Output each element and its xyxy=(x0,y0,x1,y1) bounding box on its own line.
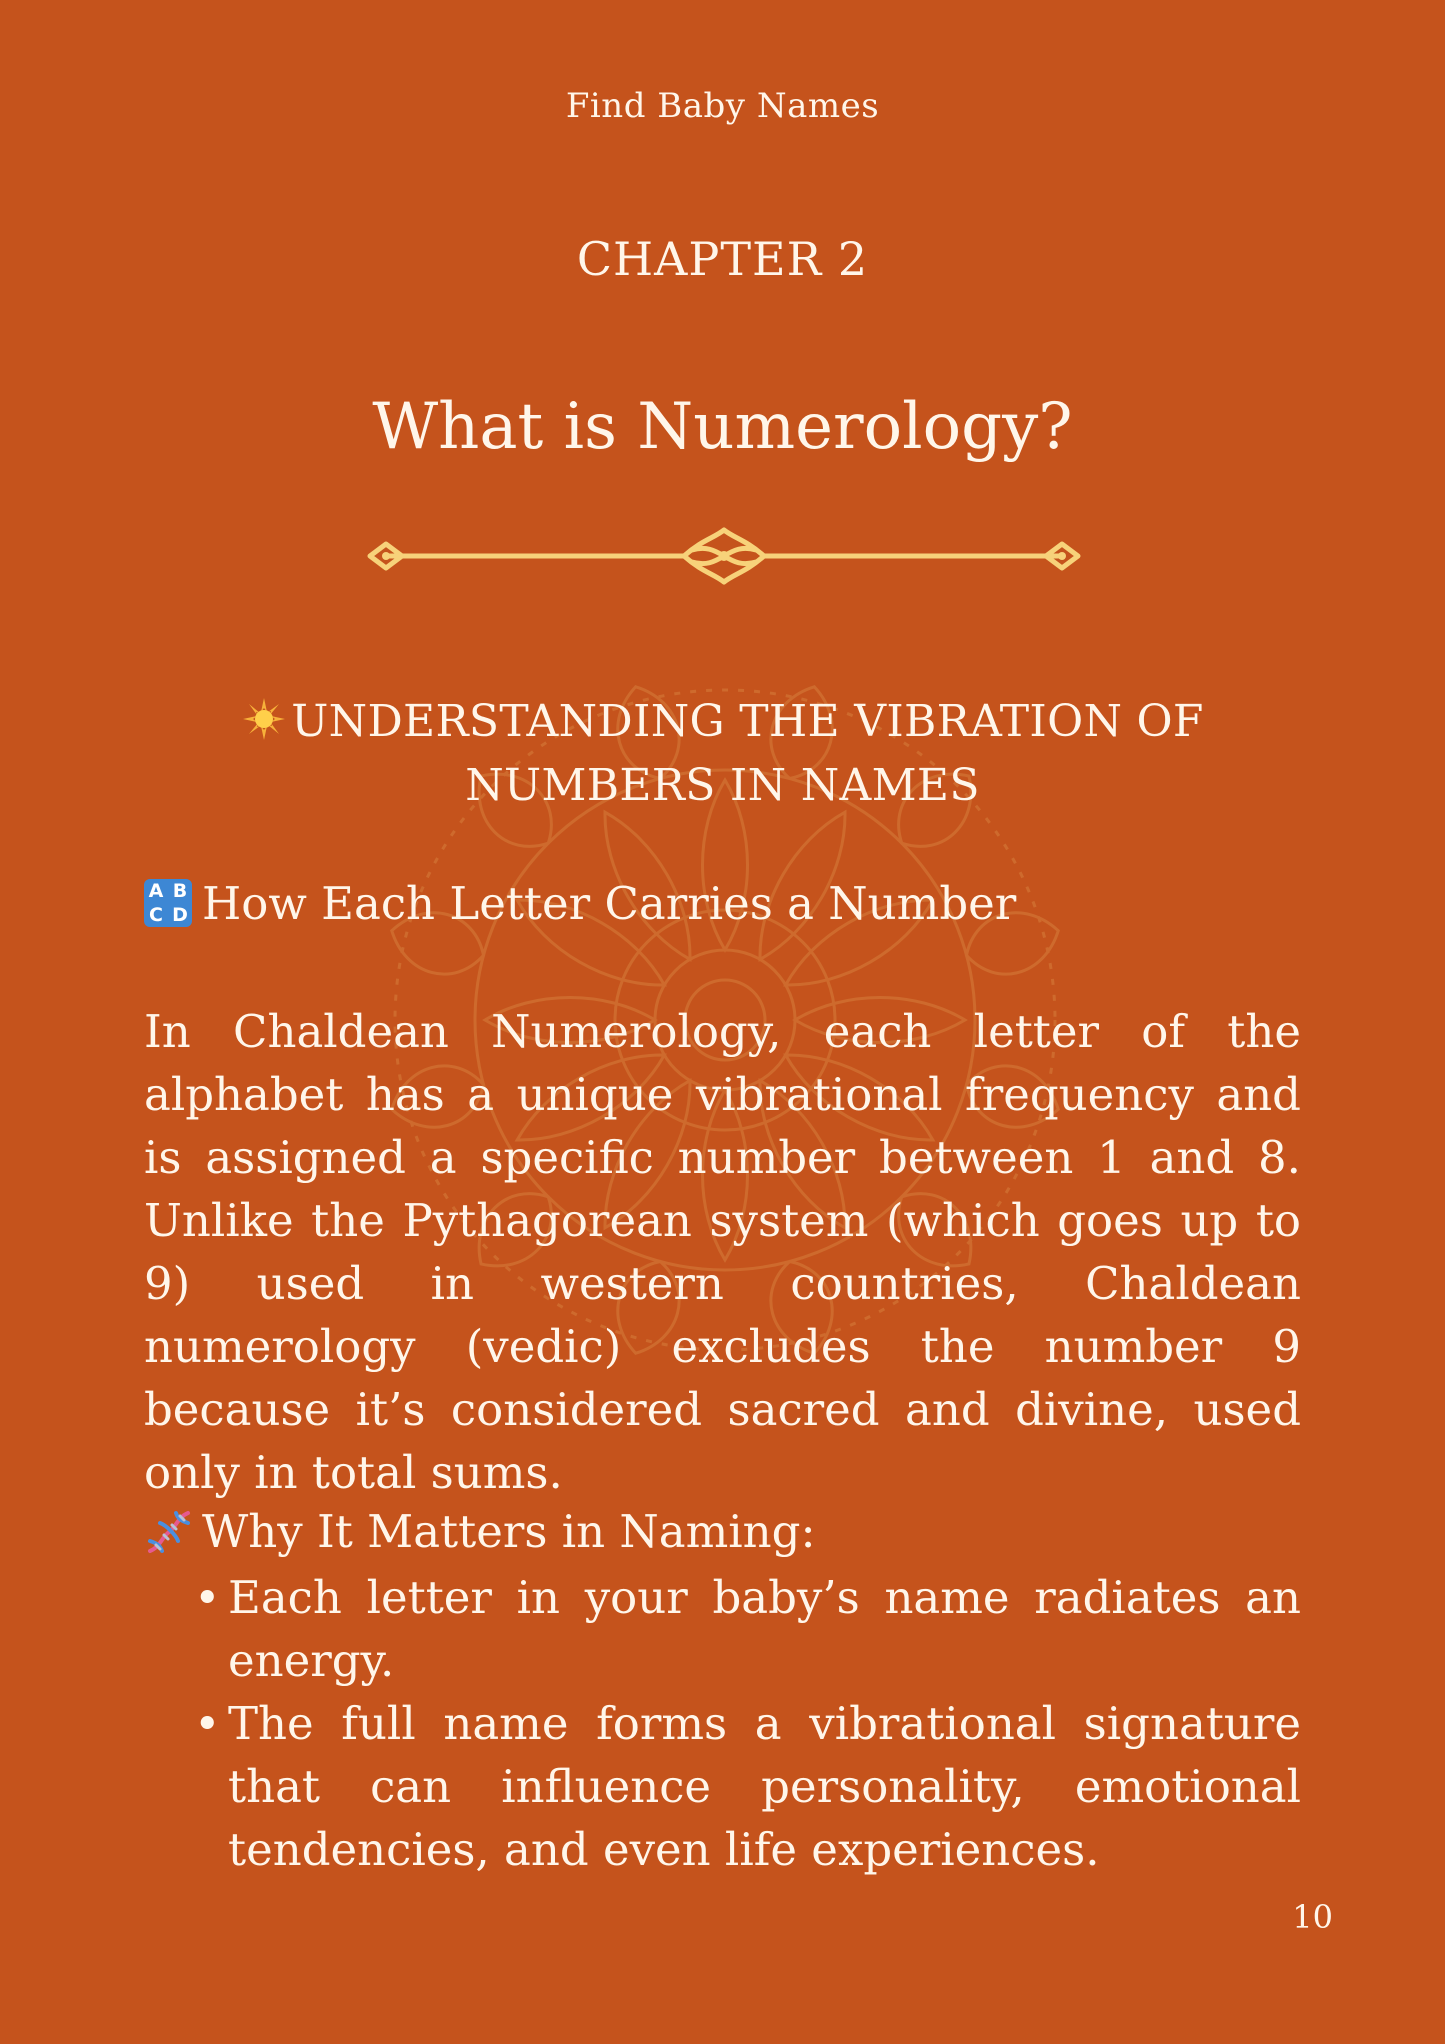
chapter-label: CHAPTER 2 xyxy=(576,232,869,286)
letters-heading xyxy=(144,874,1016,934)
glowing-star-icon xyxy=(241,696,287,742)
section-heading-text-1: UNDERSTANDING THE VIBRATION OF xyxy=(291,696,1204,747)
list-item xyxy=(144,1692,1301,1881)
naming-heading-text: Why It Matters in Naming: xyxy=(202,1505,816,1558)
page-number: 10 xyxy=(1292,1898,1333,1936)
naming-bullet-list xyxy=(144,1566,1301,1881)
section-heading-line-2: NUMBERS IN NAMES xyxy=(465,760,980,811)
chapter-title: What is Numerology? xyxy=(372,390,1073,464)
bullet-marker: • xyxy=(194,1697,221,1750)
naming-heading xyxy=(144,1502,816,1562)
section-heading-line-1 xyxy=(180,690,1265,754)
list-item xyxy=(144,1566,1301,1692)
running-header: Find Baby Names xyxy=(565,86,880,126)
bullet-marker: • xyxy=(194,1571,221,1624)
bullet-text: The full name forms a vibrational signature that can influence personality, emotional tendencies, and even life experiences. xyxy=(228,1697,1301,1876)
abcd-glyph-c: C xyxy=(149,904,163,926)
letters-paragraph: In Chaldean Numerology, each letter of the alphabet has a unique vibrational frequency and is assigned a specific number between 1 and 8. Unlike the Pythagorean system (which goes up to 9) used in western countries, Chaldean numerology (vedic) excludes the number 9 because it’s considered sacred and divine, used only in total sums. xyxy=(144,1005,1301,1499)
bullet-text: Each letter in your baby’s name radiates an energy. xyxy=(228,1571,1301,1687)
letters-heading-text: How Each Letter Carries a Number xyxy=(202,877,1017,930)
dna-icon xyxy=(144,1507,194,1557)
ornamental-divider-icon xyxy=(362,520,1086,592)
abcd-glyph-d: D xyxy=(172,904,188,926)
abcd-glyph-a: A xyxy=(148,880,164,902)
abcd-glyph-b: B xyxy=(172,880,188,902)
section-heading xyxy=(180,690,1265,818)
abcd-input-symbol-icon xyxy=(144,879,192,927)
